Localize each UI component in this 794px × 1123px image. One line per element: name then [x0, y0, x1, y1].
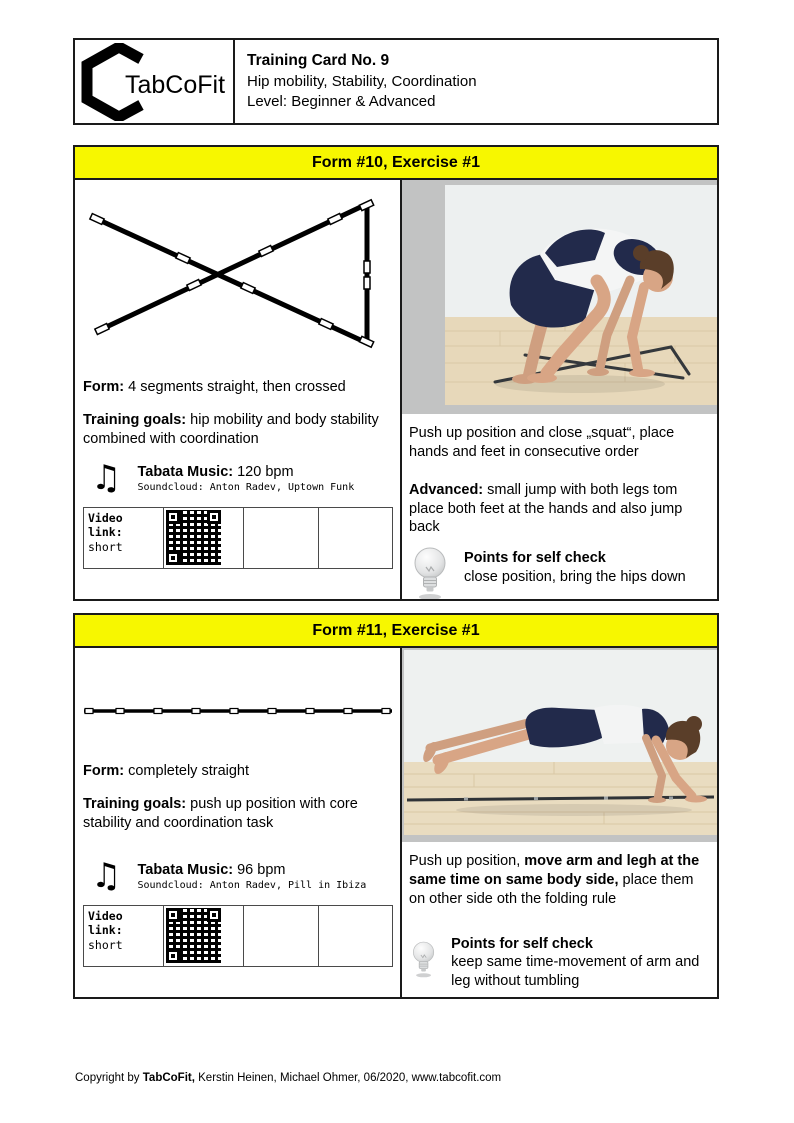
hexagon-c-logo-icon: [79, 43, 229, 121]
video-type: short: [88, 540, 123, 555]
card-level: Level: Beginner & Advanced: [247, 93, 436, 111]
exercise-photo-plank: [404, 650, 717, 835]
tabcofit-logo: [75, 40, 233, 123]
self-check-title: Points for self check: [464, 550, 606, 567]
folding-rule-straight-diagram: [82, 704, 394, 718]
training-goals: Training goals: push up position with core stability and coordination task: [83, 795, 358, 831]
music-note-icon: ♫: [91, 457, 122, 498]
training-goals-label: Training goals:: [83, 411, 187, 428]
training-goals: Training goals: hip mobility and body stability combined with coordination: [83, 411, 379, 447]
music-note-icon: ♫: [91, 855, 122, 896]
card-subtitle: Hip mobility, Stability, Coordination: [247, 72, 477, 90]
self-check-title: Points for self check: [451, 935, 593, 952]
video-link-label-cell: Video link: short: [84, 508, 164, 568]
music-title: Tabata Music: 120 bpm: [137, 463, 294, 480]
video-type: short: [88, 938, 123, 953]
music-title: Tabata Music: 96 bpm: [137, 861, 286, 878]
exercise-photo-squat: [445, 185, 717, 405]
video-link-label-cell: Video link: short: [84, 906, 164, 966]
self-check-text: keep same time-movement of arm and leg without tumbling: [451, 954, 700, 990]
folding-rule-crossed-diagram: [82, 194, 394, 366]
video-qr-cell: [164, 906, 244, 966]
logo-text: TabCoFit: [125, 70, 226, 99]
footer-brand: TabCoFit,: [142, 1072, 195, 1084]
lightbulb-icon: [410, 931, 437, 987]
photo-area: [402, 180, 717, 414]
form-description: Form: 4 segments straight, then crossed: [83, 379, 346, 395]
form-label: Form:: [83, 379, 125, 395]
advanced-paragraph: Advanced: small jump with both legs tom place both feet at the hands and also jump back: [409, 481, 683, 536]
video-link-table: [83, 905, 393, 967]
form-info-column: [75, 648, 400, 997]
card-header: [73, 38, 719, 125]
video-link-table: [83, 507, 393, 569]
instruction-text: [402, 842, 717, 909]
instruction-text: [402, 414, 717, 537]
form-info-column: [75, 180, 400, 599]
empty-cell: [319, 508, 393, 568]
music-source: Soundcloud: Anton Radev, Pill in Ibiza: [137, 879, 367, 891]
lightbulb-icon: [410, 545, 450, 599]
video-qr-cell: [164, 508, 244, 568]
exercise-instruction-column: [400, 180, 717, 599]
form-label: Form:: [83, 763, 125, 779]
form-description: Form: completely straight: [83, 763, 250, 779]
advanced-label: Advanced:: [409, 481, 484, 498]
exercise-section-form11: [73, 613, 719, 999]
self-check-block: [402, 909, 717, 992]
card-title: Training Card No. 9: [247, 52, 390, 70]
section-title-bar: Form #11, Exercise #1: [75, 615, 717, 648]
header-text-block: [233, 40, 717, 123]
tabata-music-block: [91, 457, 392, 498]
empty-cell: [319, 906, 393, 966]
empty-cell: [244, 508, 319, 568]
instruction-paragraph: Push up position and close „squat“, place hands and feet in consecutive order: [409, 425, 675, 460]
exercise-instruction-column: [400, 648, 717, 997]
instruction-paragraph: Push up position, move arm and legh at the same time on same body side, place them on other side oth the folding rule: [409, 853, 700, 907]
photo-area: [402, 648, 717, 842]
training-goals-label: Training goals:: [83, 795, 187, 812]
copyright-footer: Copyright by TabCoFit, Kerstin Heinen, Michael Ohmer, 06/2020, www.tabcofit.com: [75, 1072, 502, 1084]
section-title-bar: Form #10, Exercise #1: [75, 147, 717, 180]
self-check-text: close position, bring the hips down: [464, 569, 686, 586]
qr-code: [166, 510, 221, 565]
empty-cell: [244, 906, 319, 966]
tabata-music-block: [91, 855, 392, 896]
music-source: Soundcloud: Anton Radev, Uptown Funk: [137, 481, 355, 493]
self-check-block: [402, 537, 717, 599]
exercise-section-form10: [73, 145, 719, 601]
qr-code: [166, 908, 221, 963]
